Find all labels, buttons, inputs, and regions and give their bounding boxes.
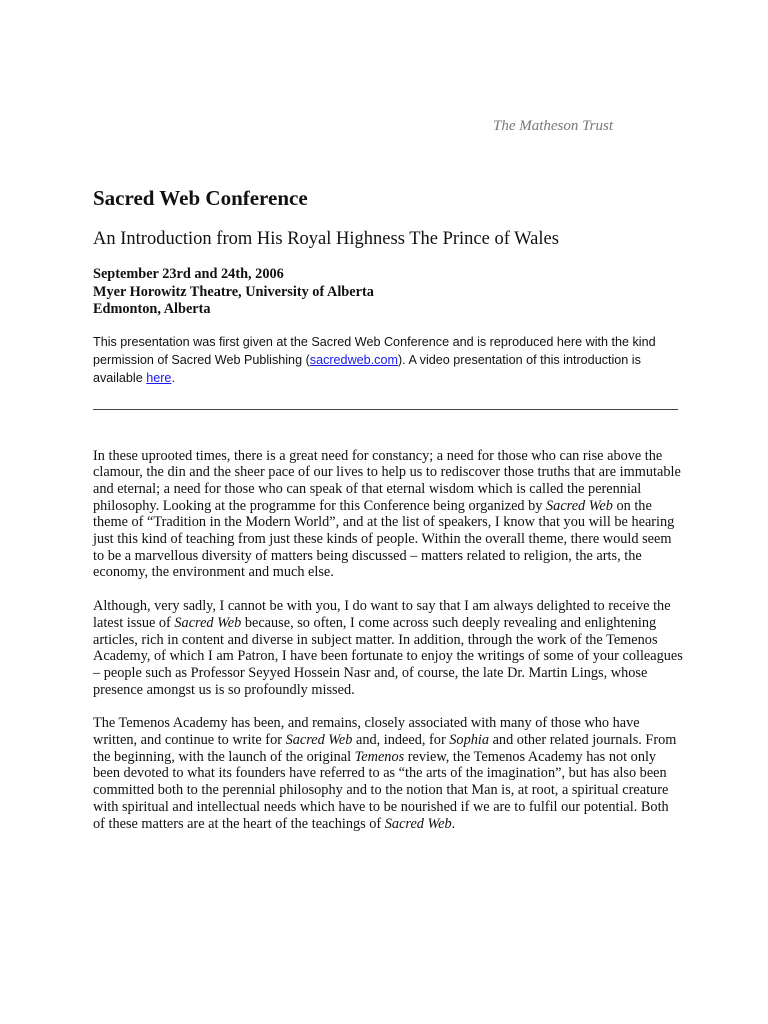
document-subtitle: An Introduction from His Royal Highness The Prince of Wales: [93, 229, 559, 249]
p2-text-a: Although, very sadly, I cannot be with you, I do want to say that I am always delighted to receive the latest issue of: [93, 598, 671, 631]
p3-emphasis-1: Sacred Web: [285, 732, 353, 749]
p1-text-a: In these uprooted times, there is a great need for constancy; a need for those who can rise above the clamour, the din and the sheer pace of our lives to help us to rediscover those truths that are immutable and eternal; a need for those who can speak of that eternal wisdom which is called the perennial philosophy. Looking at the programme for this Conference being organized by: [93, 447, 681, 514]
sacredweb-link[interactable]: sacredweb.com: [309, 352, 398, 367]
paragraph-2: [93, 598, 683, 698]
p3-emphasis-3: Temenos: [354, 748, 405, 765]
p1-text-b: on the theme of “Tradition in the Modern World”, and at the list of speakers, I know that you will be hearing just this kind of teaching from just these kinds of people. Within the overall theme, there would seem to be a marvellous diversity of matters being discussed – matters related to religion, the arts, the economy, the environment and much else.: [93, 497, 675, 581]
video-link[interactable]: here: [146, 370, 172, 385]
publication-note: [93, 333, 683, 387]
paragraph-3: [93, 715, 683, 832]
event-venue: Myer Horowitz Theatre, University of Alberta: [93, 283, 374, 300]
p2-text-b: because, so often, I come across such deeply revealing and enlightening articles, rich in content and diverse in subject matter. In addition, through the work of the Temenos Academy, of which I am Patron, I have been fortunate to enjoy the writings of some of your colleagues – people such as Professor Seyyed Hossein Nasr and, of course, the late Dr. Martin Lings, whose presence amongst us is so profoundly missed.: [93, 614, 683, 698]
event-details: [93, 266, 683, 319]
p3-text-e: .: [451, 815, 456, 832]
event-dates: September 23rd and 24th, 2006: [93, 266, 284, 282]
p3-emphasis-4: Sacred Web: [384, 815, 452, 832]
note-text-3: .: [171, 370, 175, 385]
p3-text-d: review, the Temenos Academy has not only been devoted to what its founders have referred to as “the arts of the imagination”, but has also been committed both to the perennial philosophy and to the notion that Man is, at root, a spiritual creature with spiritual and intellectual needs which have to be nourished if we are to fulfil our potential. Both of these matters are at the heart of the teachings of: [93, 748, 669, 832]
document-title: Sacred Web Conference: [93, 186, 308, 210]
divider: [93, 409, 678, 410]
p3-text-c: and other related journals. From the beginning, with the launch of the original: [93, 732, 677, 765]
note-text-2: ). A video presentation of this introduction is available: [93, 352, 641, 385]
p3-emphasis-2: Sophia: [449, 732, 489, 749]
event-city: Edmonton, Alberta: [93, 301, 211, 317]
document-body: [93, 184, 683, 849]
p1-emphasis-1: Sacred Web: [546, 497, 613, 514]
publisher-header: The Matheson Trust: [492, 118, 613, 134]
p2-emphasis-1: Sacred Web: [174, 614, 242, 631]
paragraph-1: [93, 448, 683, 582]
p3-text-b: and, indeed, for: [352, 732, 450, 749]
p3-text-a: The Temenos Academy has been, and remains, closely associated with many of those who have written, and continue to write for: [93, 715, 640, 749]
note-text-1: This presentation was first given at the Sacred Web Conference and is reproduced here with the kind permission of Sacred Web Publishing (: [93, 334, 656, 367]
